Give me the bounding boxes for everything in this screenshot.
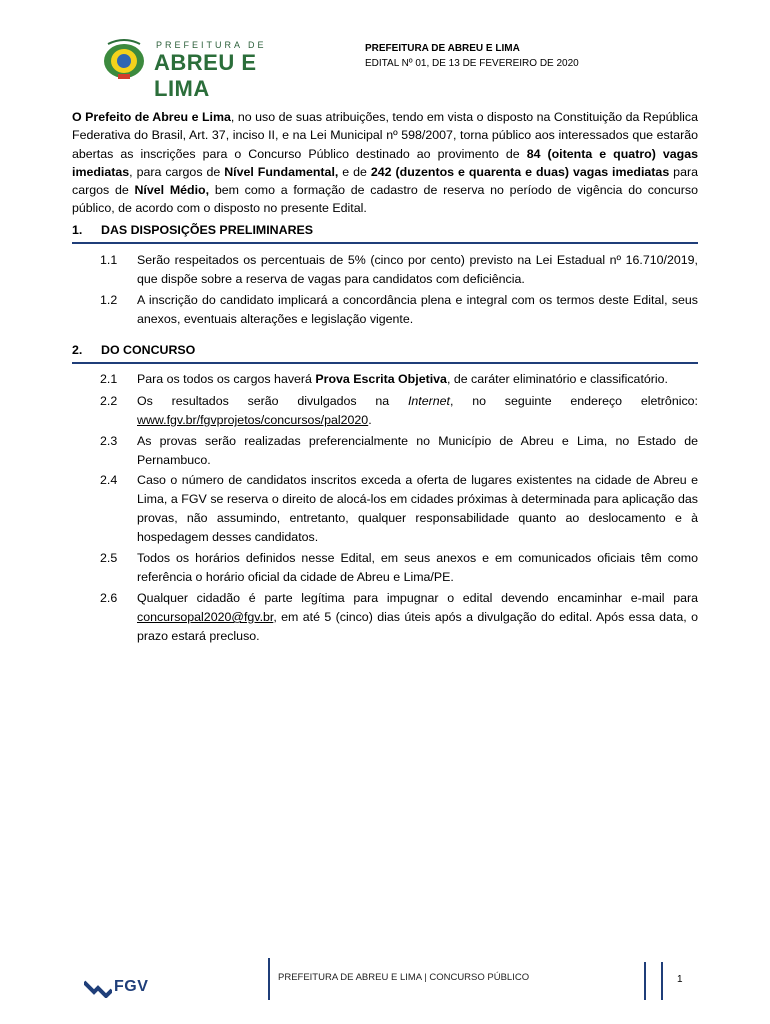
list-item [100,432,698,470]
fgv-logo [84,978,156,998]
section-number: 2. [72,343,83,357]
item-text-part: , de caráter eliminatório e classificatório. [446,372,668,386]
intro-bold-nivel-fundamental: Nível Fundamental, [224,164,339,179]
item-text [137,589,698,646]
header-subtitle: EDITAL Nº 01, DE 13 DE FEVEREIRO DE 2020 [365,58,579,69]
item-number: 2.1 [100,372,118,386]
prefeitura-logo [100,36,280,101]
item-bold-text: Prova Escrita Objetiva [315,372,447,386]
item-number: 2.2 [100,394,118,408]
item-text: Caso o número de candidatos inscritos exceda a oferta de lugares existentes na cidade de Abreu e Lima, a FGV se reserva o direito de alocá-los em cidades próximas à determinada para aplicação das provas, não assumindo, entretanto, qualquer responsabilidade quanto ao deslocamento e à hospedagem desses candidatos. [137,473,698,544]
list-item [100,291,698,329]
intro-text: e de [338,164,371,179]
section-1-title [72,223,313,237]
intro-text: , para cargos de [129,164,225,179]
item-text-part: , no seguinte endereço eletrônico: [449,394,698,408]
list-item [100,471,698,547]
intro-text: , no uso de suas atribuições, tendo em vista o disposto na Constituição da República Federativa do Brasil, Art. 37, inciso II, e na Lei Municipal nº 598/2007, torna público aos interessados que estarão abertas as inscrições para o Concurso Público destinado ao provimento de [72,110,699,161]
section-divider [72,242,698,244]
contact-email-link[interactable]: concursopal2020@fgv.br [137,610,274,624]
item-italic-text: Internet [407,394,450,408]
coat-of-arms-icon [100,36,148,82]
intro-paragraph [72,108,698,218]
logo-small-text: PREFEITURA DE [156,40,267,50]
item-text-part: . [368,413,372,427]
intro-bold-vagas-medio: 242 (duzentos e quarenta e duas) vagas imediatas [370,164,670,179]
section-heading: DO CONCURSO [101,343,196,357]
item-text: As provas serão realizadas preferencialmente no Município de Abreu e Lima, no Estado de Pernambuco. [137,434,698,467]
item-number: 1.1 [100,253,118,267]
intro-bold-nivel-medio: Nível Médio, [134,183,210,198]
footer-divider [661,962,663,1000]
list-item [100,392,698,430]
item-text [137,370,698,389]
item-text [137,392,698,430]
item-text: A inscrição do candidato implicará a concordância plena e integral com os termos deste Edital, seus anexos, eventuais alterações e legislação vigente. [137,293,698,326]
item-text: Serão respeitados os percentuais de 5% (cinco por cento) previsto na Lei Estadual nº 16.710/2019, que dispõe sobre a reserva de vagas para candidatos com deficiência. [137,253,698,286]
item-number: 1.2 [100,293,118,307]
header-title: PREFEITURA DE ABREU E LIMA [365,43,520,54]
intro-text: para cargos de [72,164,698,198]
item-number: 2.3 [100,434,118,448]
item-text: Todos os horários definidos nesse Edital, em seus anexos e em comunicados oficiais têm como referência o horário oficial da cidade de Abreu e Lima/PE. [137,551,698,584]
section-2-title [72,343,195,357]
item-text-part: Para os todos os cargos haverá [137,372,316,386]
intro-text: bem como a formação de cadastro de reserva no período de vigência do concurso público, de acordo com o disposto no presente Edital. [72,183,699,216]
intro-bold-vagas-fundamental: 84 (oitenta e quatro) vagas imediatas [72,146,698,179]
footer-divider [644,962,646,1000]
list-item [100,251,698,289]
section-heading: DAS DISPOSIÇÕES PRELIMINARES [101,223,314,237]
item-text-part: Os resultados serão divulgados na [137,394,408,408]
item-number: 2.4 [100,473,118,487]
footer-divider [268,958,270,1000]
fgv-arrow-icon [84,980,112,998]
logo-main-text: ABREU E LIMA [154,50,257,101]
list-item [100,549,698,587]
document-header [365,41,579,71]
fgv-logo-text: FGV [114,978,149,995]
page-number: 1 [677,974,683,985]
item-number: 2.5 [100,551,118,565]
results-url-link[interactable]: www.fgv.br/fgvprojetos/concursos/pal2020 [137,413,369,427]
section-divider [72,362,698,364]
intro-bold-subject: O Prefeito de Abreu e Lima [72,110,231,124]
list-item [100,589,698,646]
item-number: 2.6 [100,591,118,605]
item-text-part: , em até 5 (cinco) dias úteis após a divulgação do edital. Após essa data, o prazo estará precluso. [137,610,698,643]
list-item [100,370,698,389]
item-text-part: Qualquer cidadão é parte legítima para impugnar o edital devendo encaminhar e-mail para [137,591,698,605]
section-number: 1. [72,223,83,237]
footer-text: PREFEITURA DE ABREU E LIMA | CONCURSO PÚBLICO [278,972,530,983]
